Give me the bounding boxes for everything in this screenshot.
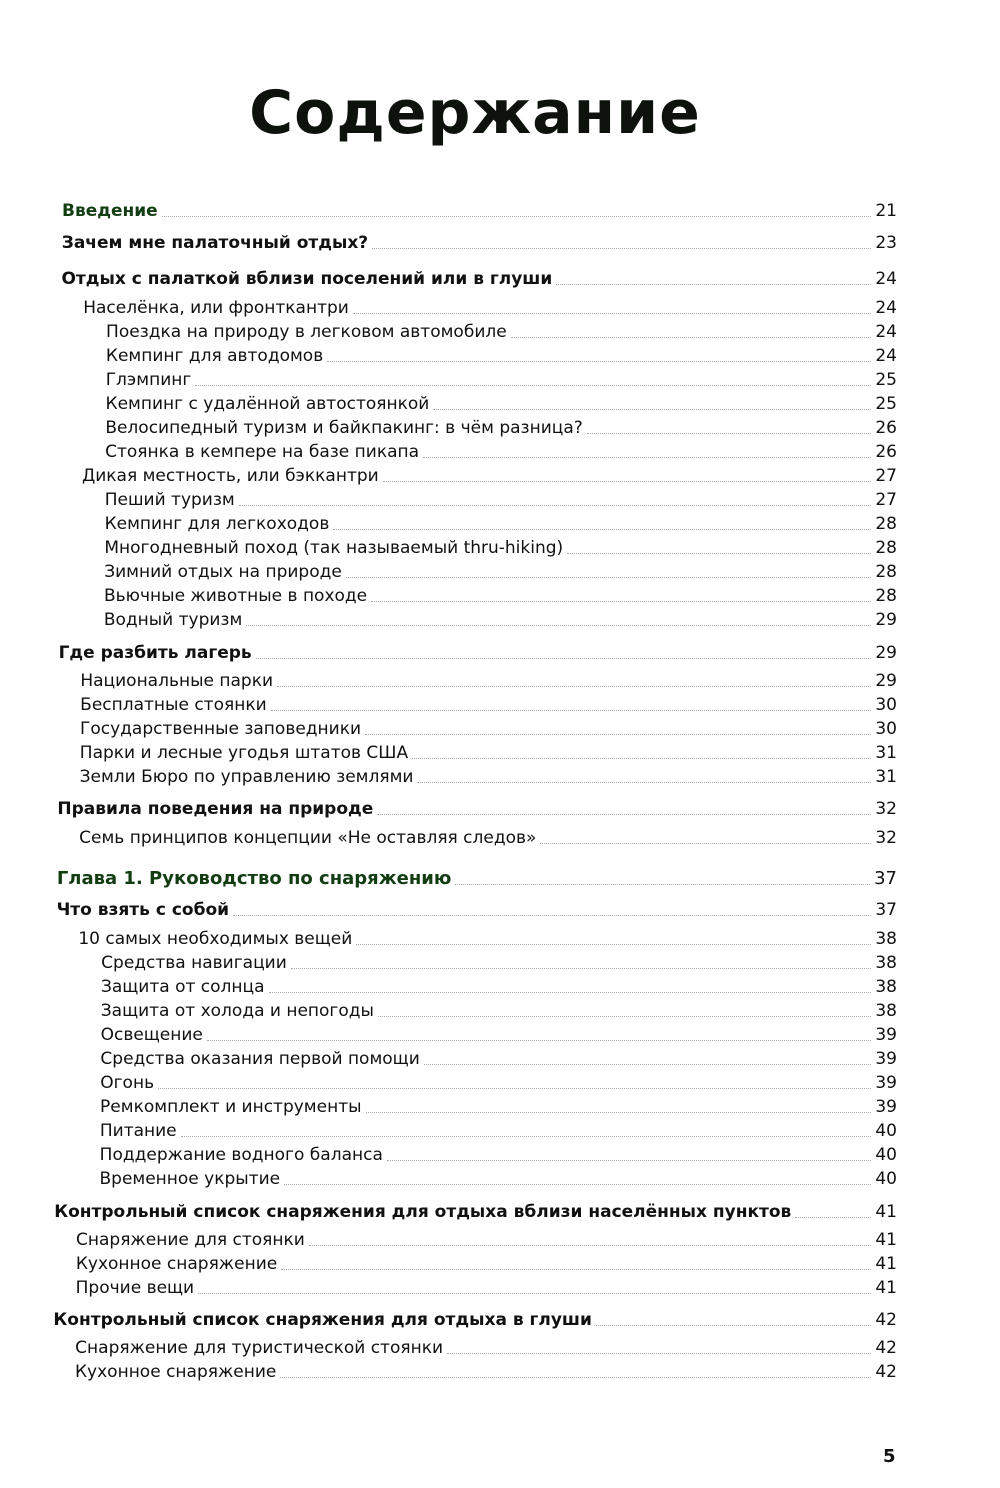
toc-entry [80, 670, 897, 692]
toc-entry-title: Защита от солнца [100, 977, 265, 997]
leader-dots [455, 884, 870, 885]
toc-entry-page: 41 [875, 1202, 897, 1222]
toc-entry-page: 39 [875, 1025, 897, 1045]
toc-entry [53, 1309, 897, 1331]
toc-entry-title: Временное укрытие [99, 1169, 281, 1189]
leader-dots [424, 1064, 872, 1065]
toc-entry-title: Водный туризм [103, 610, 243, 630]
toc-entry-page: 41 [875, 1230, 897, 1250]
leader-dots [195, 385, 871, 386]
leader-dots [158, 1088, 871, 1089]
leader-dots [327, 361, 871, 362]
toc-entry-page: 42 [875, 1310, 897, 1330]
toc-entry-page: 42 [875, 1338, 897, 1358]
leader-dots [356, 944, 871, 945]
toc-entry [106, 393, 897, 415]
leader-dots [596, 1325, 871, 1326]
toc-entry [62, 200, 897, 222]
toc-entry-page: 38 [875, 977, 897, 997]
toc-entry [106, 369, 897, 391]
toc-entry [100, 1096, 897, 1118]
toc-entry-title: Зимний отдых на природе [104, 562, 342, 582]
toc-entry-title: Средства навигации [101, 953, 287, 973]
toc-entry-title: Пеший туризм [104, 490, 235, 510]
toc-entry-title: Глэмпинг [105, 370, 192, 390]
leader-dots [371, 601, 871, 602]
toc-entry-title: Земли Бюро по управлению землями [79, 767, 414, 787]
toc-entry-title: Что взять с собой [56, 900, 230, 920]
toc-entry [57, 899, 897, 921]
toc-entry-title: Парки и лесные угодья штатов США [79, 743, 409, 763]
toc-entry-page: 37 [875, 900, 897, 920]
toc-entry-title: Бесплатные стоянки [80, 695, 267, 715]
toc-entry-title: Поездка на природу в легковом автомобиле [106, 322, 507, 342]
leader-dots [162, 216, 872, 217]
toc-entry-page: 40 [875, 1121, 897, 1141]
leader-dots [291, 968, 872, 969]
toc-entry-page: 40 [875, 1169, 897, 1189]
toc-entry-title: Где разбить лагерь [58, 643, 252, 663]
toc-entry [104, 537, 897, 559]
toc-entry-page: 42 [875, 1362, 897, 1382]
leader-dots [540, 843, 871, 844]
toc-entry [105, 417, 897, 439]
toc-entry-page: 25 [875, 394, 897, 414]
toc-entry [83, 297, 897, 319]
toc-entry-page: 24 [875, 298, 897, 318]
toc-entry-page: 29 [875, 671, 897, 691]
toc-entry-page: 38 [875, 953, 897, 973]
leader-dots [284, 1184, 871, 1185]
toc-entry-page: 38 [875, 1001, 897, 1021]
leader-dots [271, 710, 872, 711]
leader-dots [378, 1016, 871, 1017]
toc-entry-page: 28 [875, 514, 897, 534]
toc-entry-title: Семь принципов концепции «Не оставляя следов» [79, 828, 537, 848]
toc-entry-title: Питание [99, 1121, 177, 1141]
toc-entry [104, 609, 897, 631]
toc-entry [61, 268, 897, 290]
toc-entry-page: 39 [875, 1097, 897, 1117]
leader-dots [383, 481, 872, 482]
leader-dots [423, 457, 871, 458]
toc-entry [79, 827, 897, 849]
toc-entry [106, 345, 897, 367]
toc-entry-title: Средства оказания первой помощи [100, 1049, 420, 1069]
toc-entry [80, 742, 897, 764]
toc-entry-title: Контрольный список снаряжения для отдыха вблизи населённых пунктов [54, 1202, 792, 1222]
leader-dots [281, 1269, 871, 1270]
toc-entry-title: Снаряжение для стоянки [76, 1230, 305, 1250]
toc-entry-title: Дикая местность, или бэккантри [81, 466, 379, 486]
toc-entry-title: Введение [62, 201, 158, 221]
toc-entry [104, 561, 897, 583]
toc-entry-title: 10 самых необходимых вещей [78, 929, 353, 949]
leader-dots [246, 625, 871, 626]
leader-dots [207, 1040, 871, 1041]
toc-entry-title: Кемпинг для автодомов [105, 346, 324, 366]
leader-dots [269, 992, 872, 993]
toc-entry-title: Государственные заповедники [79, 719, 362, 739]
toc-entry-title: Ремкомплект и инструменты [100, 1097, 362, 1117]
toc-entry-page: 23 [875, 233, 897, 253]
toc-entry [54, 1201, 897, 1223]
toc-entry [57, 798, 897, 820]
leader-dots [353, 313, 872, 314]
toc-entry [105, 441, 897, 463]
toc-entry-title: Правила поведения на природе [57, 799, 374, 819]
toc-entry-page: 39 [875, 1049, 897, 1069]
toc-entry [99, 1168, 897, 1190]
toc-entry-title: Населёнка, или фронткантри [83, 298, 349, 318]
toc-entry [100, 1144, 897, 1166]
toc-entry [100, 1120, 897, 1142]
toc-entry-title: Кухонное снаряжение [74, 1362, 277, 1382]
leader-dots [239, 505, 872, 506]
toc-entry-page: 41 [875, 1278, 897, 1298]
leader-dots [556, 284, 871, 285]
toc-entry [105, 513, 897, 535]
leader-dots [447, 1353, 871, 1354]
leader-dots [377, 814, 871, 815]
toc-entry [101, 952, 897, 974]
toc-entry-page: 30 [875, 695, 897, 715]
toc-entry-page: 28 [875, 562, 897, 582]
leader-dots [511, 337, 872, 338]
toc-entry-title: Кухонное снаряжение [75, 1254, 278, 1274]
toc-entry-page: 24 [875, 346, 897, 366]
toc-entry-title: Глава 1. Руководство по снаряжению [56, 868, 452, 889]
toc-entry [76, 1277, 897, 1299]
toc-entry [82, 465, 897, 487]
toc-entry-title: Многодневный поход (так называемый thru-hiking) [104, 538, 564, 558]
toc-entry-page: 31 [875, 767, 897, 787]
toc-entry-title: Контрольный список снаряжения для отдыха в глуши [53, 1310, 592, 1330]
toc-entry-page: 26 [875, 418, 897, 438]
toc-entry-title: Зачем мне палаточный отдых? [61, 233, 369, 253]
leader-dots [309, 1245, 872, 1246]
toc-entry [62, 232, 897, 254]
leader-dots [412, 758, 871, 759]
toc-entry [80, 694, 897, 716]
toc-entry [106, 321, 897, 343]
leader-dots [387, 1160, 871, 1161]
toc-entry-page: 24 [875, 269, 897, 289]
leader-dots [198, 1293, 871, 1294]
toc-entry-page: 31 [875, 743, 897, 763]
toc-entry [80, 766, 897, 788]
toc-entry-title: Огонь [100, 1073, 155, 1093]
leader-dots [372, 248, 871, 249]
toc-entry [76, 1253, 897, 1275]
toc-entry [101, 976, 897, 998]
leader-dots [181, 1136, 872, 1137]
toc-entry-page: 39 [875, 1073, 897, 1093]
toc-entry-page: 40 [875, 1145, 897, 1165]
toc-entry-page: 30 [875, 719, 897, 739]
toc-entry [75, 1337, 897, 1359]
toc-entry-page: 32 [875, 828, 897, 848]
leader-dots [433, 409, 871, 410]
toc-entry [100, 1048, 897, 1070]
leader-dots [277, 686, 871, 687]
leader-dots [346, 577, 872, 578]
toc-entry-page: 26 [875, 442, 897, 462]
toc-entry-page: 27 [875, 466, 897, 486]
toc-entry-title: Вьючные животные в походе [104, 586, 368, 606]
leader-dots [417, 782, 871, 783]
toc-entry-page: 37 [874, 868, 897, 889]
toc-entry-title: Защита от холода и непогоды [100, 1001, 374, 1021]
toc-entry-page: 21 [875, 201, 897, 221]
toc-entry-page: 28 [875, 586, 897, 606]
toc-entry [105, 489, 897, 511]
toc-entry [57, 868, 897, 890]
leader-dots [280, 1377, 871, 1378]
toc-entry-title: Отдых с палаткой вблизи поселений или в глуши [61, 269, 553, 289]
toc-entry [59, 642, 897, 664]
page-number: 5 [883, 1446, 896, 1467]
toc-entry-page: 32 [875, 799, 897, 819]
toc-entry-page: 29 [875, 610, 897, 630]
toc-entry-page: 41 [875, 1254, 897, 1274]
toc-entry-title: Прочие вещи [75, 1278, 195, 1298]
leader-dots [256, 658, 872, 659]
toc-entry [101, 1000, 897, 1022]
leader-dots [333, 529, 871, 530]
toc-entry-page: 24 [875, 322, 897, 342]
toc-entry [101, 1024, 897, 1046]
toc-entry [100, 1072, 897, 1094]
toc-entry-title: Кемпинг с удалённой автостоянкой [105, 394, 430, 414]
toc-entry [104, 585, 897, 607]
toc-entry-title: Кемпинг для легкоходов [104, 514, 330, 534]
toc-entry [78, 928, 897, 950]
toc-entry-title: Поддержание водного баланса [99, 1145, 383, 1165]
toc-entry-title: Освещение [100, 1025, 203, 1045]
leader-dots [795, 1217, 871, 1218]
toc-entry [75, 1361, 897, 1383]
toc-entry-title: Национальные парки [80, 671, 274, 691]
toc-entry-title: Снаряжение для туристической стоянки [75, 1338, 444, 1358]
toc-entry-page: 27 [875, 490, 897, 510]
leader-dots [366, 1112, 872, 1113]
toc-entry-page: 29 [875, 643, 897, 663]
toc-entry-title: Стоянка в кемпере на базе пикапа [105, 442, 420, 462]
leader-dots [567, 553, 871, 554]
toc-entry [80, 718, 897, 740]
toc-entry-page: 28 [875, 538, 897, 558]
leader-dots [365, 734, 871, 735]
toc-entry [76, 1229, 897, 1251]
toc-entry-page: 38 [875, 929, 897, 949]
page-title: Содержание [249, 78, 701, 148]
leader-dots [233, 915, 871, 916]
toc-entry-title: Велосипедный туризм и байкпакинг: в чём разница? [105, 418, 583, 438]
leader-dots [587, 433, 872, 434]
toc-entry-page: 25 [875, 370, 897, 390]
